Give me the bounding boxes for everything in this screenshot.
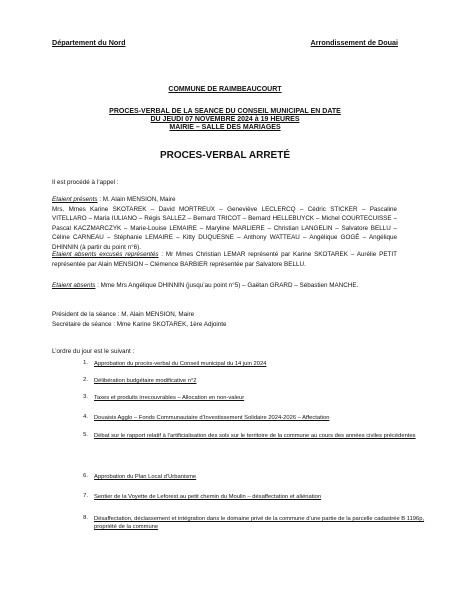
department-label: Département du Nord [52, 38, 126, 47]
session-heading [52, 108, 398, 133]
agenda-item-number: 5. [83, 432, 88, 438]
agenda-item [52, 473, 427, 481]
agenda-item-number: 1. [83, 360, 88, 366]
president-line: Président de la séance : M. Alain MENSION, Maire [52, 311, 195, 318]
presents-paragraph [52, 195, 397, 252]
session-line-2: DU JEUDI 07 NOVEMBRE 2024 à 19 HEURES [150, 116, 300, 124]
agenda-item-number: 2. [83, 377, 88, 383]
session-line-1: PROCES-VERBAL DE LA SEANCE DU CONSEIL MUNICIPAL EN DATE [109, 108, 341, 115]
absents-paragraph [52, 281, 397, 291]
excuses-paragraph [52, 250, 397, 269]
agenda-item [52, 414, 427, 422]
agenda-item [52, 394, 427, 402]
excuses-label: Etaient absents excusés représentés [52, 251, 159, 258]
agenda-item-text: Sentier de la Voyette de Leforest au petit chemin du Moulin – désaffectation et aliénation [94, 494, 322, 500]
secretary-line: Secrétaire de séance : Mme Karine SKOTAREK, 1ère Adjointe [52, 321, 227, 328]
agenda-item-text: Douaisis Agglo – Fonds Communautaire d’Investissement Solidaire 2024-2026 – Affectation [94, 415, 330, 421]
agenda-item [52, 515, 427, 531]
absents-label: Etaient absents [52, 282, 96, 289]
agenda-item-text: Délibération budgétaire modificative n°2 [94, 378, 197, 384]
agenda-item [52, 360, 427, 368]
agenda-item-text: Taxes et produits irrecouvrables – Allocation en non-valeur [94, 395, 245, 401]
document-title: PROCES-VERBAL ARRETÉ [159, 150, 290, 161]
agenda-item-number: 7. [83, 493, 88, 499]
agenda-item-text: Approbation du procès-verbal du Conseil municipal du 14 juin 2024 [94, 361, 267, 367]
commune-title: COMMUNE DE RAIMBEAUCOURT [168, 86, 282, 93]
presents-mayor: : M. Alain MENSION, Maire [97, 196, 176, 203]
agenda-item-text: Approbation du Plan Local d’Urbanisme [94, 474, 197, 480]
agenda-item-number: 4. [83, 414, 88, 420]
agenda-item-text: Désaffectation, déclassement et intégration dans le domaine privé de la commune d’une partie de la parcelle cadastrée B 1196p, propriété de la commune [94, 516, 425, 530]
agenda-item [52, 493, 427, 501]
intro-text: Il est procédé à l’appel : [52, 179, 119, 186]
absents-text: : Mme Mrs Angélique DHINNIN (jusqu’au point n°5) – Gaëtan GRARD – Sébastien MANCHE. [95, 282, 359, 289]
agenda-item [52, 432, 427, 440]
session-line-3: MAIRIE – SALLE DES MARIAGES [169, 124, 281, 132]
presents-list: Mrs. Mmes Karine SKOTAREK – David MORTREUX – Geneviève LECLERCQ – Cédric STICKER – Pascaline VITELLARO – Maria IULIANO – Régis SALLEZ – Bernard TRICOT – Bernard HELLEBUYCK – Michel COURTECUISSE – Pascal KACZMARCZYK – Marie-Louise LEMAIRE – Maryline MARLIERE – Christian LANGELIN – Salvatore BELLU – Céline CARNEAU – Stéphanie LEMAIRE – Kitty DUQUESNE – Anthony WATTEAU – Angélique GOGÉ – Angélique DHINNIN (à partir du point n°6). [52, 205, 397, 251]
agenda-item-number: 6. [83, 473, 88, 479]
agenda-item [52, 377, 427, 385]
excuses-text: : Mr Mmes Christian LEMAR représenté par Karine SKOTAREK – Aurélie PETIT représentée par Alain MENSION – Clémence BARBIER représentée par Salvatore BELLU. [52, 251, 397, 268]
agenda-item-number: 8. [83, 515, 88, 521]
agenda-item-text: Débat sur le rapport relatif à l’artificialisation des sols sur le territoire de la commune au cours des années civiles précédentes [94, 433, 416, 439]
agenda-item-number: 3. [83, 394, 88, 400]
arrondissement-label: Arrondissement de Douai [310, 38, 398, 47]
presents-label: Etaient présents [52, 196, 98, 203]
agenda-intro: L’ordre du jour est le suivant : [52, 348, 135, 355]
